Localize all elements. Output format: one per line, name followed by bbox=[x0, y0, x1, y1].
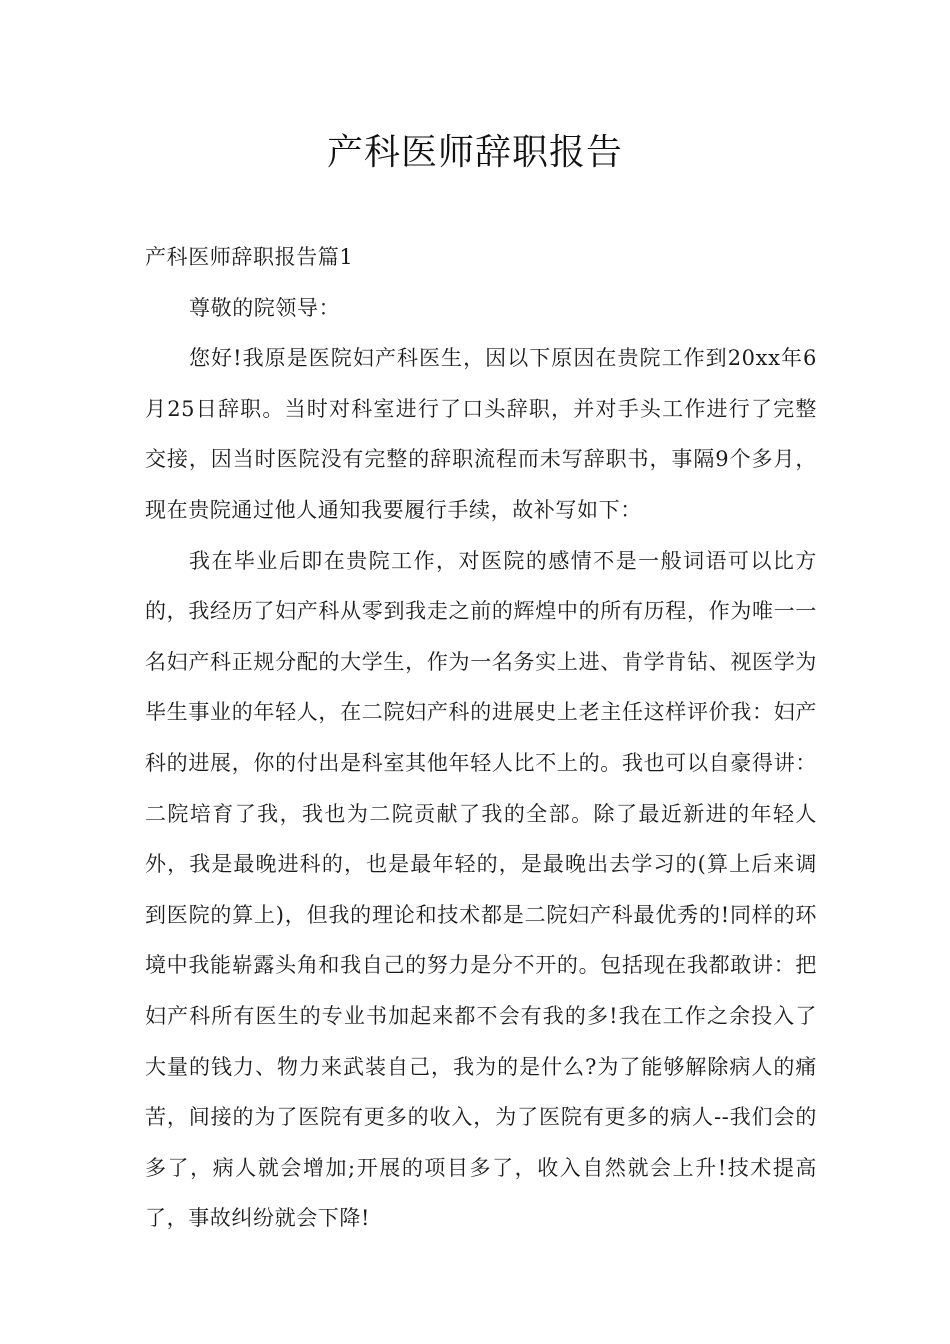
body-paragraph-1: 您好!我原是医院妇产科医生，因以下原因在贵院工作到20xx年6月25日辞职。当时对科室进行了口头辞职，并对手头工作进行了完整交接，因当时医院没有完整的辞职流程而未写辞职书，事隔9个多月，现在贵院通过他人通知我要履行手续，故补写如下： bbox=[145, 346, 817, 522]
document-body bbox=[145, 232, 817, 1244]
body-paragraph-2: 我在毕业后即在贵院工作，对医院的感情不是一般词语可以比方的，我经历了妇产科从零到我走之前的辉煌中的所有历程，作为唯一一名妇产科正规分配的大学生，作为一名务实上进、肯学肯钻、视医学为毕生事业的年轻人，在二院妇产科的进展史上老主任这样评价我：妇产科的进展，你的付出是科室其他年轻人比不上的。我也可以自豪得讲：二院培育了我，我也为二院贡献了我的全部。除了最近新进的年轻人外，我是最晚进科的，也是最年轻的，是最晚出去学习的(算上后来调到医院的算上)，但我的理论和技术都是二院妇产科最优秀的!同样的环境中我能崭露头角和我自己的努力是分不开的。包括现在我都敢讲：把妇产科所有医生的专业书加起来都不会有我的多!我在工作之余投入了大量的钱力、物力来武装自己，我为的是什么?为了能够解除病人的痛苦，间接的为了医院有更多的收入，为了医院有更多的病人--我们会的多了，病人就会增加;开展的项目多了，收入自然就会上升!技术提高了，事故纠纷就会下降! bbox=[145, 548, 817, 1231]
section-heading: 产科医师辞职报告篇1 bbox=[145, 245, 354, 269]
salutation: 尊敬的院领导： bbox=[189, 295, 341, 320]
document-title: 产科医师辞职报告 bbox=[326, 132, 623, 173]
